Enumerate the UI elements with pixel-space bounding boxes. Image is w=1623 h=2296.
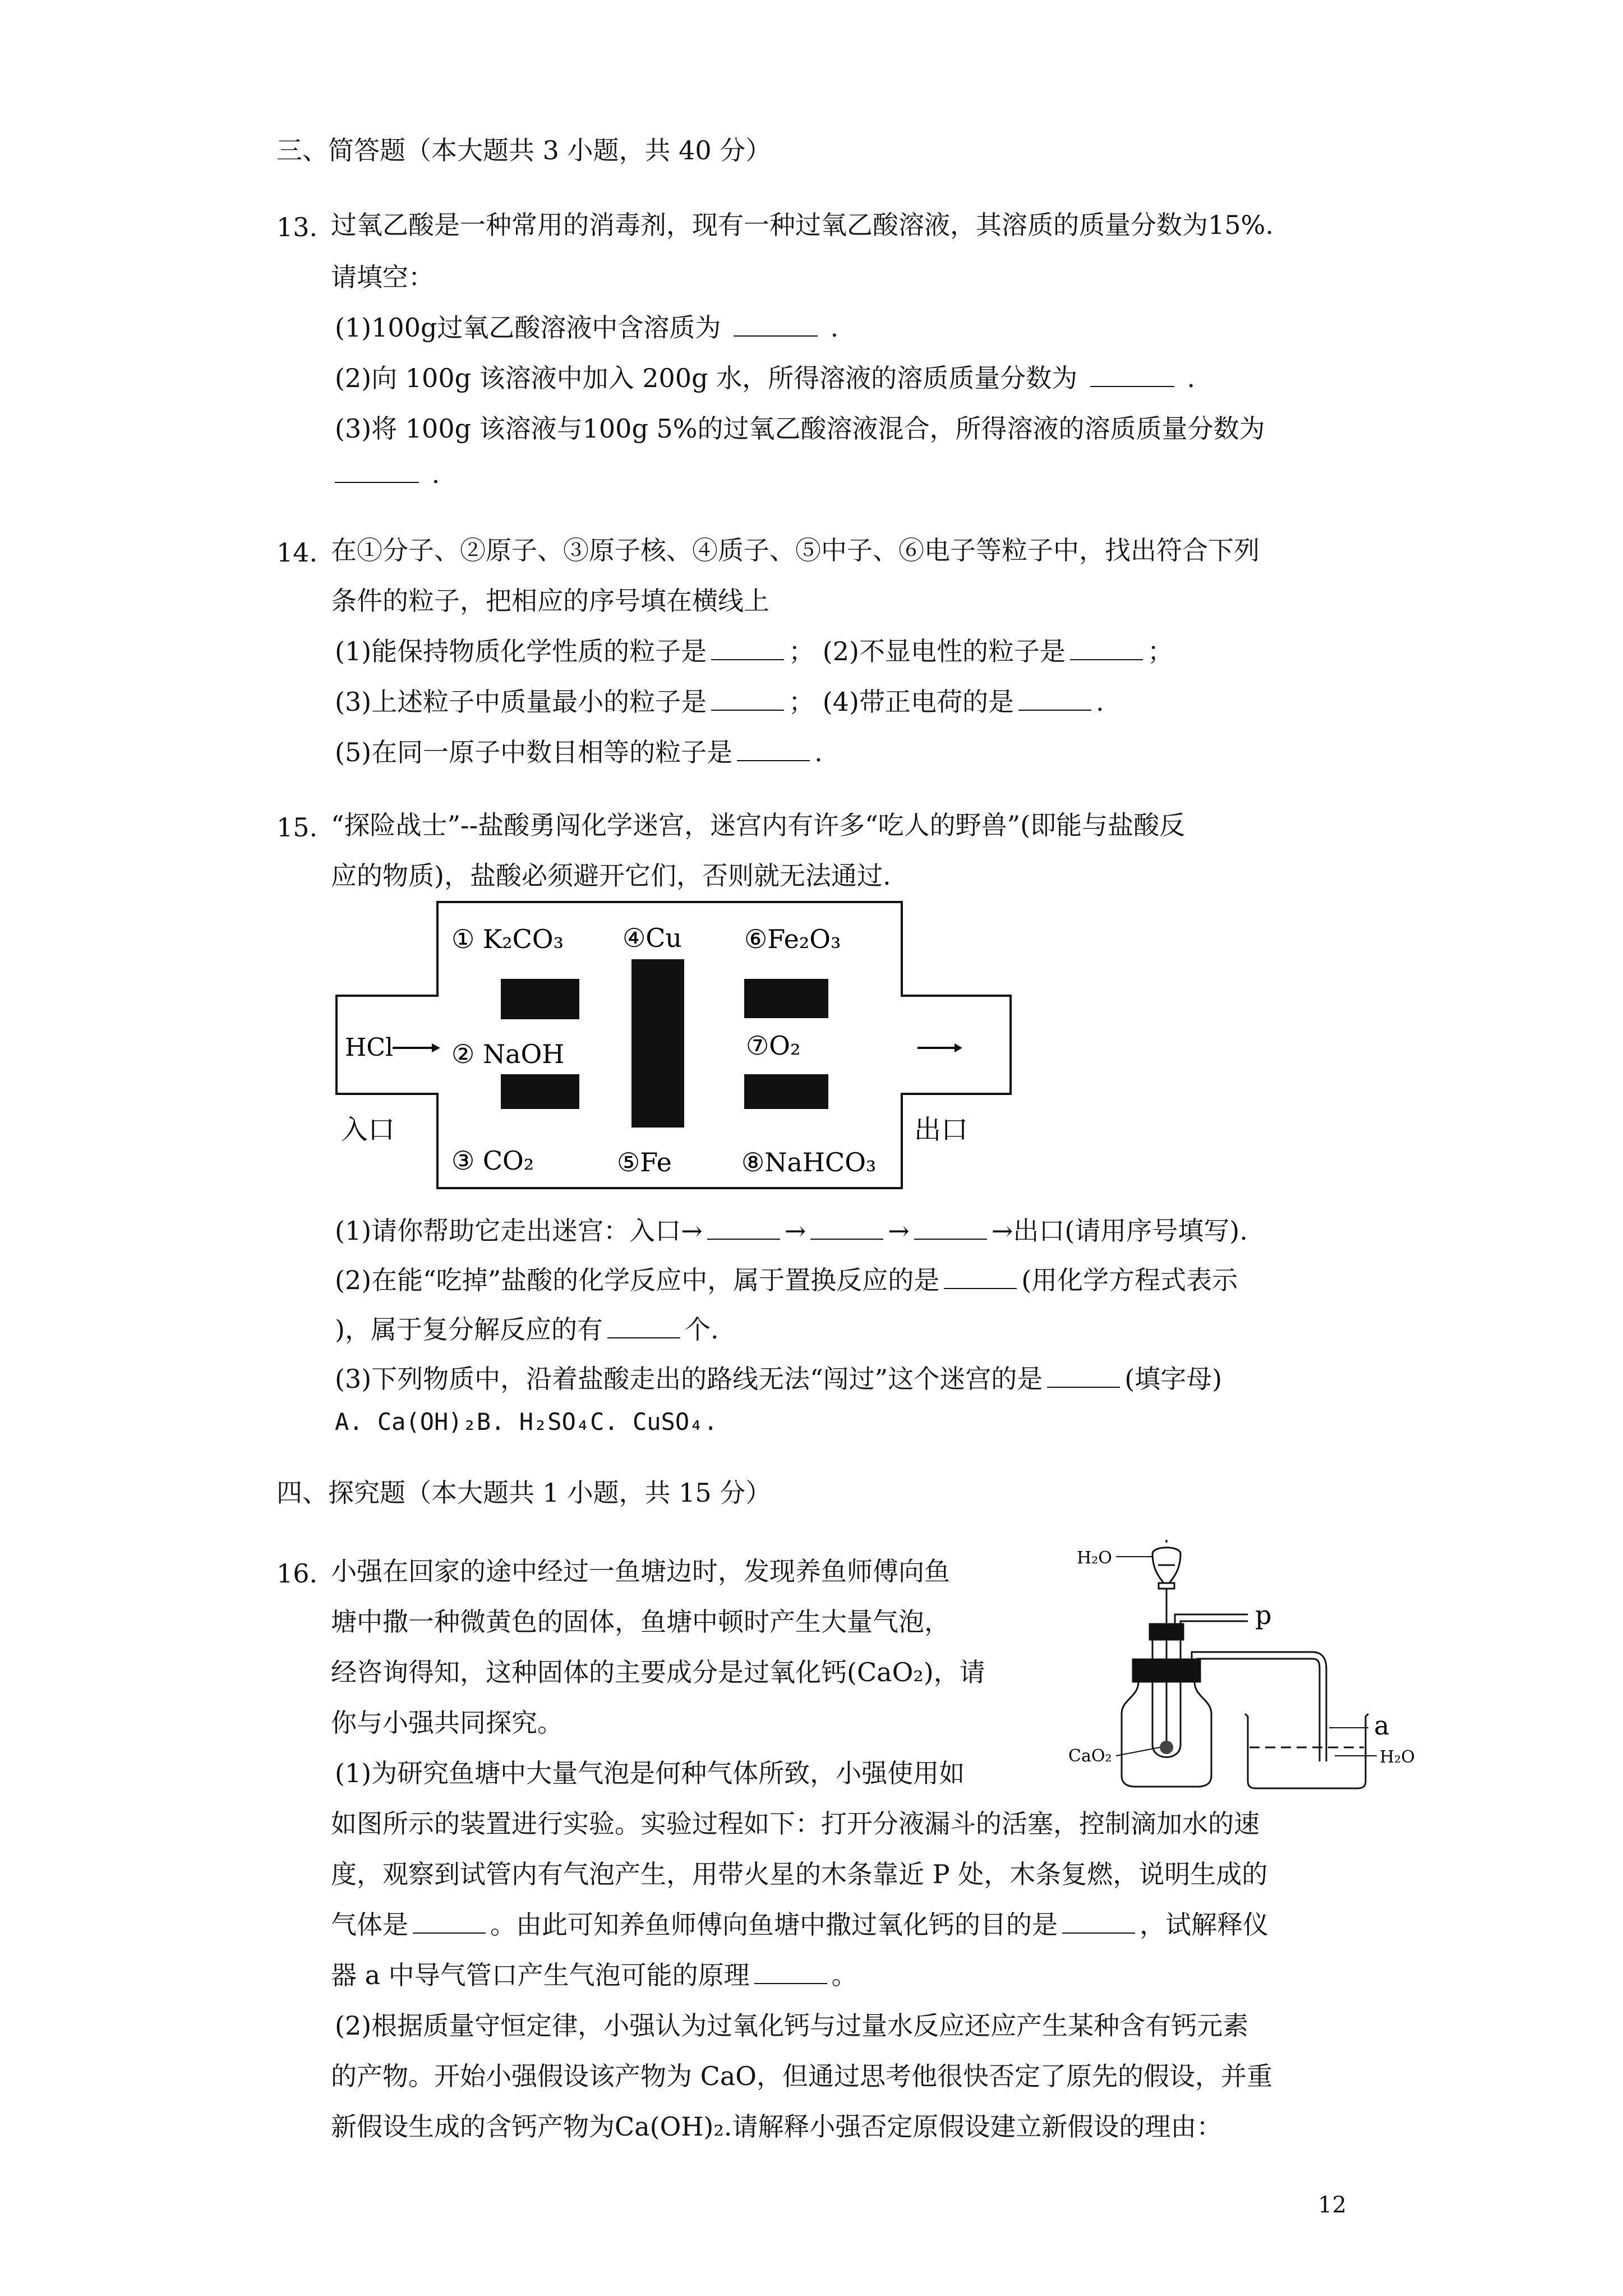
q13-part3-cont [335,459,440,489]
maze-label-nahco3: ⑧NaHCO₃ [741,1147,877,1177]
q15-options: A. Ca(OH)₂B. H₂SO₄C. CuSO₄. [335,1408,718,1435]
section-heading-4: 四、探究题（本大题共 1 小题，共 15 分） [276,1478,772,1508]
label-h2o-top: H₂O [1077,1548,1112,1568]
q13-part3-blank[interactable] [335,459,419,483]
q15-part2-cont [335,1309,719,1346]
page-number: 12 [1318,2192,1347,2218]
q16-line8 [331,1904,1269,1941]
q16-line11: 的产物。开始小强假设该产物为 CaO，但通过思考他很快否定了原先的假设，并重 [331,2061,1272,2091]
q14-row2 [335,682,1104,719]
q13-stem-line2: 请填空： [331,262,434,292]
q13-part2-text: (2)向 100g 该溶液中加入 200g 水，所得溶液的溶质质量分数为 [335,363,1078,393]
apparatus-diagram [1060,1537,1486,1789]
maze-label-naoh: ② NaOH [451,1039,565,1069]
q16-line9 [331,1955,857,1992]
q14-part5-blank[interactable] [737,738,810,761]
q16-line9-end: 。 [831,1960,857,1990]
q14-part1-blank[interactable] [711,637,784,660]
label-p: p [1255,1600,1272,1630]
q16-line2: 塘中撒一种微黄色的固体，鱼塘中顿时产生大量气泡， [331,1607,950,1637]
q15-stem-line1: “探险战士”--盐酸勇闯化学迷宫，迷宫内有许多“吃人的野兽”(即能与盐酸反 [331,810,1186,840]
q15-number: 15. [276,812,318,843]
q16-line1: 小强在回家的途中经过一鱼塘边时，发现养鱼师傅向鱼 [331,1556,950,1586]
q16-line8-text-b: 。由此可知养鱼师傅向鱼塘中撒过氧化钙的目的是 [490,1910,1058,1940]
q16-principle-blank[interactable] [754,1961,827,1984]
maze-entry-arrow-icon [393,1043,440,1052]
q13-part2-blank[interactable] [1090,364,1174,387]
maze-diagram [331,892,1026,1206]
maze-wall-right-top [744,979,828,1018]
q15-arrow: → [784,1216,806,1246]
q14-sep: ； [1147,636,1173,666]
q16-line5: (1)为研究鱼塘中大量气泡是何种气体所致，小强使用如 [335,1758,965,1788]
q13-part1 [335,307,838,344]
q15-count-blank[interactable] [607,1315,680,1338]
q14-part3-blank[interactable] [711,687,784,711]
q14-part4-blank[interactable] [1018,687,1091,711]
maze-label-fe2o3: ⑥Fe₂O₃ [744,924,841,954]
maze-wall-left-bottom [501,1074,579,1109]
q15-part1 [335,1211,1248,1248]
q16-line10: (2)根据质量守恒定律，小强认为过氧化钙与过量水反应还应产生某种含有钙元素 [335,2010,1249,2041]
q15-part1-end: →出口(请用序号填写). [991,1216,1248,1246]
q16-line6: 如图所示的装置进行实验。实验过程如下：打开分液漏斗的活塞，控制滴加水的速 [331,1809,1260,1839]
q15-part2 [335,1260,1238,1297]
q13-part3: (3)将 100g 该溶液与100g 5%的过氧乙酸溶液混合，所得溶液的溶质质量分数为 [335,413,1265,444]
maze-wall-center [631,959,684,1128]
q14-number: 14. [276,537,318,568]
maze-label-entrance: 入口 [341,1114,395,1145]
maze-wall-left-top [501,979,579,1019]
q13-part1-blank[interactable] [734,313,818,337]
q15-route-blank-3[interactable] [914,1216,987,1240]
q14-end: . [1095,687,1104,717]
cao2-solid-icon [1160,1741,1173,1754]
maze-label-fe: ⑤Fe [617,1147,672,1177]
q14-part3-text: (3)上述粒子中质量最小的粒子是 [335,687,707,717]
q13-part1-text: (1)100g过氧乙酸溶液中含溶质为 [335,312,721,343]
q14-stem-line1: 在①分子、②原子、③原子核、④质子、⑤中子、⑥电子等粒子中，找出符合下列 [331,535,1260,565]
maze-label-k2co3: ① K₂CO₃ [451,924,564,954]
q16-line3: 经咨询得知，这种固体的主要成分是过氧化钙(CaO₂)，请 [331,1657,985,1687]
maze-label-o2: ⑦O₂ [746,1030,801,1061]
q15-equation-blank[interactable] [944,1266,1017,1289]
q15-part3 [335,1359,1222,1396]
q15-part1-text: (1)请你帮助它走出迷宫：入口→ [335,1216,703,1246]
q13-number: 13. [276,212,318,242]
q15-part2-note: (用化学方程式表示 [1021,1265,1238,1295]
q15-part3-note: (填字母) [1124,1364,1223,1394]
q16-purpose-blank[interactable] [1062,1910,1135,1934]
q15-stem-line2: 应的物质)，盐酸必须避开它们，否则就无法通过. [331,861,891,891]
q13-stem-line1: 过氧乙酸是一种常用的消毒剂，现有一种过氧乙酸溶液，其溶质的质量分数为15%. [331,210,1274,240]
q16-line8-text-a: 气体是 [331,1910,408,1940]
outlet-tube-p [1175,1614,1248,1630]
q15-part2-text: (2)在能“吃掉”盐酸的化学反应中，属于置换反应的是 [335,1265,940,1295]
q14-part2-blank[interactable] [1070,637,1143,660]
section-heading-3: 三、简答题（本大题共 3 小题，共 40 分） [276,135,772,165]
q16-line7: 度，观察到试管内有气泡产生，用带火星的木条靠近 P 处，木条复燃，说明生成的 [331,1859,1268,1889]
q13-part2-end: . [1187,363,1196,393]
q15-letter-blank[interactable] [1047,1364,1120,1388]
q15-part2-unit: 个. [684,1314,719,1345]
maze-label-cu: ④Cu [623,923,683,953]
q14-stem-line2: 条件的粒子，把相应的序号填在横线上 [331,586,769,616]
maze-label-co2: ③ CO₂ [451,1145,534,1176]
q13-part2 [335,358,1195,395]
label-cao2: CaO₂ [1068,1746,1112,1766]
label-a: a [1374,1710,1390,1741]
q13-part1-end: . [830,312,839,343]
separatory-funnel-icon [1152,1540,1181,1745]
q14-row3 [335,732,823,769]
q16-gas-blank[interactable] [413,1910,486,1934]
maze-exit-arrow-icon [917,1043,962,1052]
q16-number: 16. [276,1558,318,1589]
q16-line4: 你与小强共同探究。 [331,1708,563,1738]
q15-arrow: → [888,1216,910,1246]
q15-route-blank-1[interactable] [707,1216,780,1240]
maze-label-hcl: HCl [345,1033,394,1062]
q14-part1-text: (1)能保持物质化学性质的粒子是 [335,636,707,666]
q15-part3-text: (3)下列物质中，沿着盐酸走出的路线无法“闯过”这个迷宫的是 [335,1364,1043,1394]
q15-route-blank-2[interactable] [810,1216,883,1240]
q14-row1 [335,631,1173,668]
q16-line9-text: 器 a 中导气管口产生气泡可能的原理 [331,1960,750,1990]
q14-part4-text: (4)带正电荷的是 [822,687,1014,717]
maze-wall-right-bottom [744,1074,828,1109]
q16-line8-text-c: ，试解释仪 [1140,1910,1269,1940]
q15-part2-cont-text: )，属于复分解反应的有 [335,1314,603,1345]
q14-part5-text: (5)在同一原子中数目相等的粒子是 [335,737,733,767]
q14-sep: ； [789,687,815,717]
q14-sep: ； [789,636,815,666]
q14-part2-text: (2)不显电性的粒子是 [822,636,1066,666]
q14-end: . [814,737,823,767]
q16-line12: 新假设生成的含钙产物为Ca(OH)₂.请解释小强否定原假设建立新假设的理由： [331,2111,1223,2142]
q13-part3-end: . [431,459,440,489]
maze-label-exit: 出口 [914,1114,969,1145]
label-h2o-side: H₂O [1380,1747,1415,1767]
beaker-icon [1245,1714,1368,1788]
